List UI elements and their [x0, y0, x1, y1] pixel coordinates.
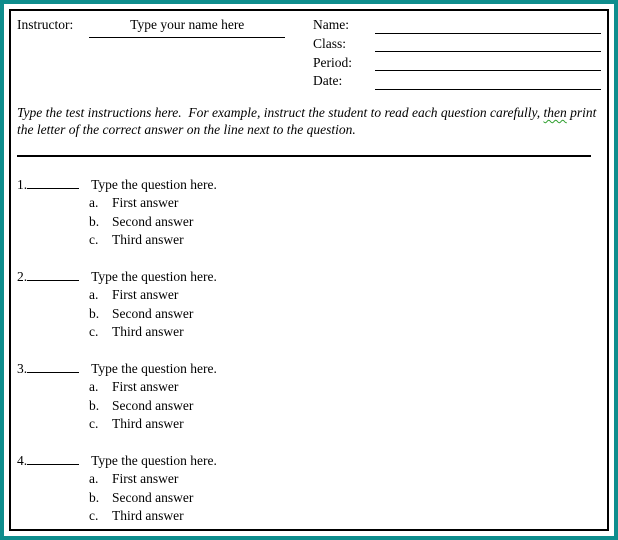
date-field-row: [313, 72, 601, 91]
answer-text: Second answer: [112, 305, 194, 321]
answer-text: Third answer: [112, 324, 184, 340]
question-line: [17, 176, 601, 195]
class-label: Class:: [313, 35, 347, 51]
section-divider: [17, 155, 591, 157]
answer-text: Third answer: [112, 232, 184, 248]
question-block-3: [17, 360, 601, 434]
answer-letter: a.: [89, 379, 99, 395]
answer-letter: b.: [89, 305, 100, 321]
answer-choice-a: [89, 194, 601, 213]
answer-choices: [89, 286, 601, 342]
answer-choice-b: [89, 489, 601, 508]
page-inner-border: [9, 9, 609, 531]
test-instructions: [17, 104, 609, 138]
answer-choice-c: [89, 415, 601, 434]
answer-blank-line[interactable]: [27, 268, 79, 281]
answer-choice-a: [89, 378, 601, 397]
question-prompt: Type the question here.: [91, 176, 217, 192]
answer-letter: c.: [89, 416, 99, 432]
answer-letter: c.: [89, 508, 99, 524]
answer-letter: b.: [89, 397, 100, 413]
instructor-label: Instructor:: [17, 17, 74, 32]
student-info-section: [313, 16, 601, 91]
question-line: [17, 452, 601, 471]
answer-letter: b.: [89, 489, 100, 505]
name-label: Name:: [313, 17, 349, 33]
answer-blank-line[interactable]: [27, 176, 79, 189]
answer-choice-b: [89, 397, 601, 416]
question-line: [17, 360, 601, 379]
answer-letter: c.: [89, 232, 99, 248]
answer-choices: [89, 378, 601, 434]
answer-text: Third answer: [112, 416, 184, 432]
period-label: Period:: [313, 54, 352, 70]
answer-letter: a.: [89, 471, 99, 487]
answer-choice-a: [89, 286, 601, 305]
answer-text: First answer: [112, 195, 179, 211]
period-field-row: [313, 53, 601, 72]
class-field-row: [313, 35, 601, 54]
answer-letter: b.: [89, 213, 100, 229]
answer-choices: [89, 194, 601, 250]
grammar-flagged-word: then: [543, 104, 567, 120]
answer-text: Second answer: [112, 489, 194, 505]
answer-letter: a.: [89, 195, 99, 211]
answer-text: Second answer: [112, 213, 194, 229]
answer-choice-c: [89, 323, 601, 342]
questions-list: [17, 176, 601, 526]
question-number: 3.: [17, 360, 28, 376]
answer-choice-b: [89, 213, 601, 232]
question-number: 4.: [17, 452, 28, 468]
period-blank-line[interactable]: [375, 57, 601, 71]
answer-text: First answer: [112, 471, 179, 487]
date-blank-line[interactable]: [375, 76, 601, 90]
question-block-1: [17, 176, 601, 250]
instructor-name-line[interactable]: [89, 16, 285, 38]
answer-choice-a: [89, 470, 601, 489]
date-label: Date:: [313, 73, 343, 89]
instructions-text-after: print the letter of the correct answer on the line next to the question.: [17, 104, 600, 137]
name-blank-line[interactable]: [375, 20, 601, 34]
question-block-2: [17, 268, 601, 342]
answer-blank-line[interactable]: [27, 360, 79, 373]
header: [17, 14, 601, 91]
question-prompt: Type the question here.: [91, 452, 217, 468]
class-blank-line[interactable]: [375, 38, 601, 52]
question-block-4: [17, 452, 601, 526]
answer-letter: a.: [89, 287, 99, 303]
answer-text: First answer: [112, 287, 179, 303]
question-line: [17, 268, 601, 287]
answer-choice-c: [89, 507, 601, 526]
instructions-text-before: Type the test instructions here. For example, instruct the student to read each question carefully,: [17, 104, 544, 120]
answer-choice-c: [89, 231, 601, 250]
answer-choice-b: [89, 305, 601, 324]
name-field-row: [313, 16, 601, 35]
question-prompt: Type the question here.: [91, 268, 217, 284]
answer-blank-line[interactable]: [27, 452, 79, 465]
question-prompt: Type the question here.: [91, 360, 217, 376]
instructor-name-placeholder: Type your name here: [130, 17, 245, 32]
answer-text: First answer: [112, 379, 179, 395]
answer-letter: c.: [89, 324, 99, 340]
answer-text: Second answer: [112, 397, 194, 413]
instructor-section: [17, 16, 313, 91]
answer-text: Third answer: [112, 508, 184, 524]
answer-choices: [89, 470, 601, 526]
question-number: 2.: [17, 268, 28, 284]
question-number: 1.: [17, 176, 28, 192]
